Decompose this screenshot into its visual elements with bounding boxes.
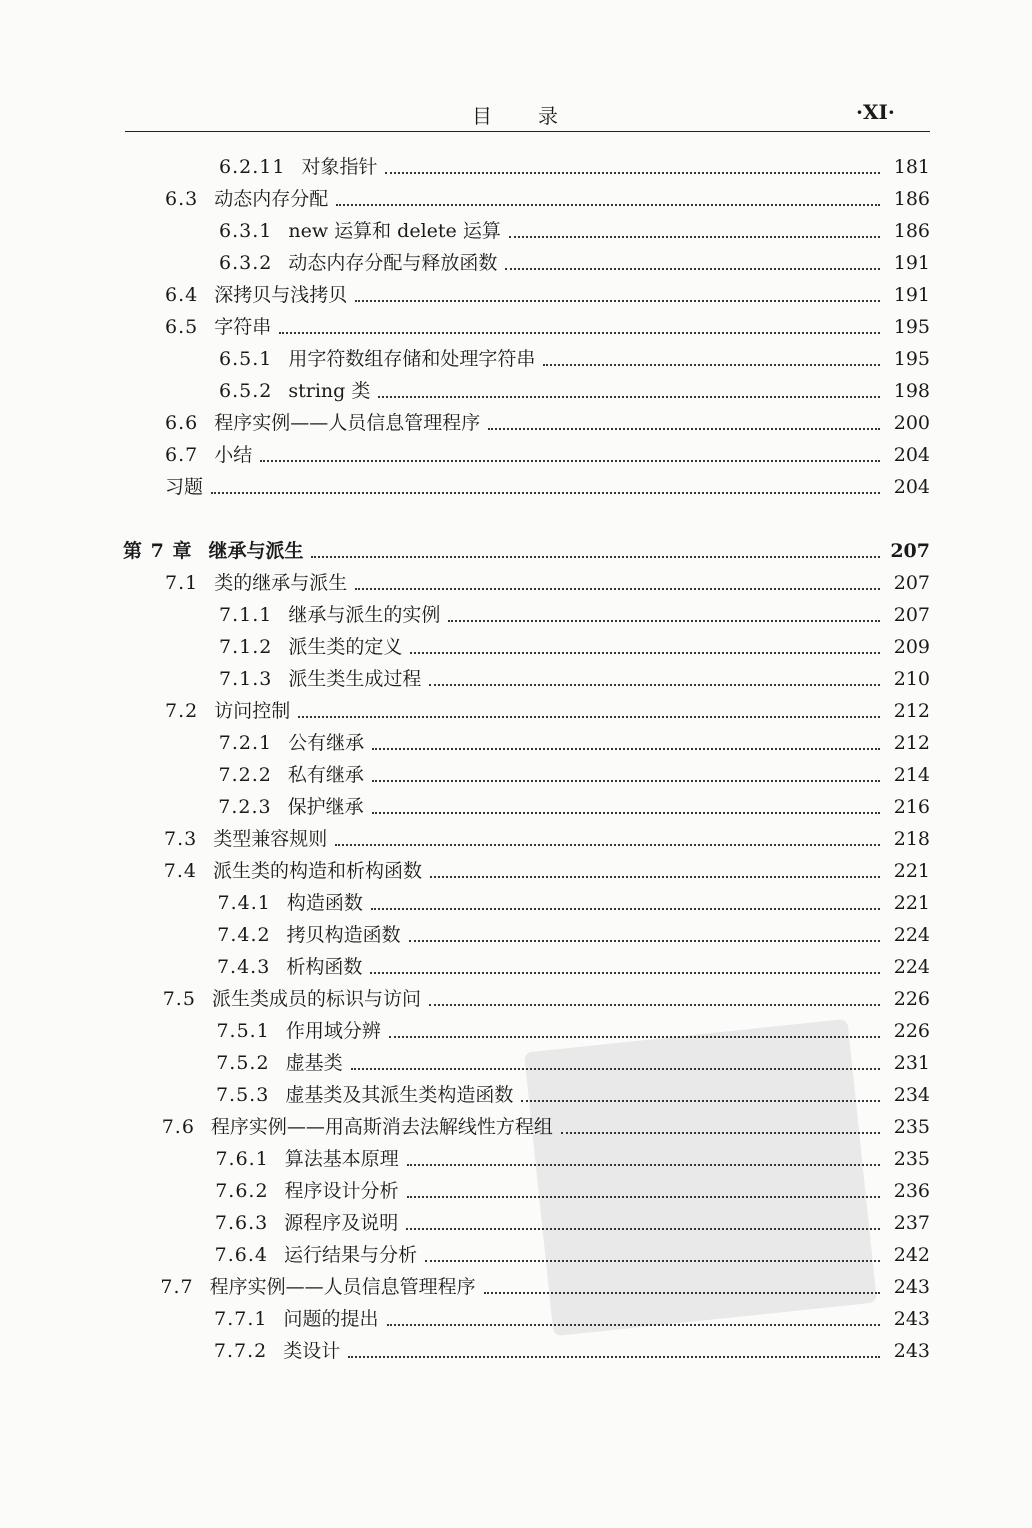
toc-number: 7.4.2 [217, 924, 271, 946]
dot-leader [378, 395, 880, 398]
dot-leader [260, 459, 880, 462]
toc-row [0, 984, 1032, 1014]
dot-leader [311, 555, 880, 558]
toc-title: 私有继承 [287, 764, 364, 786]
dot-leader [521, 1099, 880, 1102]
toc-row [0, 152, 1032, 182]
dot-leader [407, 1195, 880, 1198]
toc-row [0, 440, 1032, 470]
toc-title: 对象指针 [301, 156, 378, 178]
toc-page-number: 212 [893, 732, 930, 754]
dot-leader [372, 811, 880, 814]
toc-page-number: 236 [893, 1180, 930, 1202]
toc-page-number: 204 [893, 476, 930, 498]
dot-leader [336, 203, 880, 206]
toc-row [0, 1272, 1032, 1302]
toc-row [0, 1304, 1032, 1334]
toc-page-number: 204 [893, 444, 930, 466]
toc-title: 类的继承与派生 [214, 572, 348, 594]
toc-title: 算法基本原理 [284, 1148, 399, 1170]
dot-leader [448, 619, 880, 622]
dot-leader [429, 1003, 880, 1006]
toc-title: 字符串 [214, 316, 272, 338]
toc-number: 7.2.1 [218, 732, 273, 754]
dot-leader [429, 683, 880, 686]
toc-title: 小结 [214, 444, 253, 466]
toc-page-number: 226 [893, 1020, 930, 1042]
dot-leader [509, 235, 880, 238]
toc-page-number: 195 [893, 348, 930, 370]
toc-number: 7.1 [165, 572, 199, 594]
dot-leader [488, 427, 880, 430]
toc-page-number: 226 [893, 988, 930, 1010]
toc-page-number: 186 [893, 188, 930, 210]
toc-number: 7.2.2 [218, 764, 272, 786]
dot-leader [355, 299, 880, 302]
dot-leader [543, 363, 880, 366]
toc-page-number: 243 [893, 1276, 930, 1298]
toc-row [0, 344, 1032, 374]
toc-number: 7.6 [161, 1116, 195, 1138]
toc-number: 6.5.1 [219, 348, 273, 370]
toc-title: 源程序及说明 [284, 1212, 399, 1234]
toc-title: 虚基类及其派生类构造函数 [285, 1084, 514, 1106]
toc-row [0, 1144, 1032, 1174]
dot-leader [409, 939, 880, 942]
toc-number: 7.1.3 [219, 668, 273, 690]
toc-title: 程序实例——人员信息管理程序 [214, 412, 481, 434]
dot-leader [425, 1259, 880, 1262]
toc-title: 派生类生成过程 [288, 668, 422, 690]
toc-title: 访问控制 [214, 700, 291, 722]
toc-page-number: 224 [893, 924, 930, 946]
toc-page-number: 191 [893, 252, 930, 274]
toc-title: 析构函数 [286, 956, 363, 978]
dot-leader [355, 587, 880, 590]
toc-page-number: 237 [893, 1212, 930, 1234]
toc-title: 类型兼容规则 [213, 828, 328, 850]
toc-page-number: 235 [893, 1116, 930, 1138]
dot-leader [348, 1355, 880, 1358]
toc-number: 6.3 [165, 188, 199, 210]
dot-leader [430, 875, 880, 878]
toc-page-number: 214 [893, 764, 930, 786]
toc-row [0, 1336, 1032, 1366]
toc-page-number: 224 [893, 956, 930, 978]
toc-title: 类设计 [283, 1340, 341, 1362]
toc-row [0, 920, 1032, 950]
toc-page-number: 207 [893, 604, 930, 626]
dot-leader [298, 715, 880, 718]
toc-title: 虚基类 [285, 1052, 343, 1074]
toc-row [0, 312, 1032, 342]
dot-leader [335, 843, 880, 846]
toc-row [0, 664, 1032, 694]
toc-title: 程序设计分析 [284, 1180, 399, 1202]
toc-row [0, 216, 1032, 246]
toc-row [0, 632, 1032, 662]
toc-number: 第 7 章 [123, 540, 193, 562]
toc-title: 作用域分辨 [285, 1020, 381, 1042]
toc-title: 运行结果与分析 [284, 1244, 418, 1266]
dot-leader [484, 1291, 880, 1294]
toc-title: 拷贝构造函数 [286, 924, 401, 946]
toc-title: 问题的提出 [283, 1308, 379, 1330]
toc-title: 派生类成员的标识与访问 [211, 988, 421, 1010]
dot-leader [351, 1067, 880, 1070]
toc-row [0, 1240, 1032, 1270]
toc-row [0, 184, 1032, 214]
toc-number: 7.1.1 [219, 604, 273, 626]
toc-row [0, 760, 1032, 790]
toc-number: 7.5.2 [216, 1052, 270, 1074]
toc-page-number: 218 [893, 828, 930, 850]
dot-leader [372, 779, 880, 782]
toc-title: 深拷贝与浅拷贝 [214, 284, 348, 306]
dot-leader [371, 907, 880, 910]
toc-number: 7.6.3 [214, 1212, 269, 1234]
toc-page-number: 210 [893, 668, 930, 690]
dot-leader [389, 1035, 880, 1038]
page-title: 目 录 [472, 104, 560, 128]
toc-title: 程序实例——用高斯消去法解线性方程组 [210, 1116, 553, 1138]
toc-number: 7.5.1 [216, 1020, 270, 1042]
toc-number: 7.2 [165, 700, 199, 722]
toc-row [0, 728, 1032, 758]
toc-page-number: 186 [893, 220, 930, 242]
toc-page-number: 181 [893, 156, 930, 178]
toc-page-number: 191 [893, 284, 930, 306]
toc-number: 6.5.2 [219, 380, 273, 402]
toc-number: 7.1.2 [219, 636, 273, 658]
toc-title: 动态内存分配与释放函数 [288, 252, 498, 274]
toc-number: 6.2.11 [219, 156, 286, 178]
dot-leader [372, 747, 880, 750]
toc-row [0, 472, 1032, 502]
toc-title: 习题 [165, 476, 204, 498]
toc-row [0, 248, 1032, 278]
toc-number: 7.3 [164, 828, 198, 850]
toc-number: 7.4.3 [216, 956, 271, 978]
toc-page-number: 209 [893, 636, 930, 658]
toc-page-number: 231 [893, 1052, 930, 1074]
toc-number: 7.7.2 [213, 1340, 268, 1362]
toc-number: 6.4 [165, 284, 199, 306]
dot-leader [406, 1227, 880, 1230]
toc-title: 继承与派生 [208, 540, 304, 562]
toc-row [0, 1208, 1032, 1238]
toc-row [0, 280, 1032, 310]
dot-leader [505, 267, 880, 270]
dot-leader [387, 1323, 880, 1326]
toc-number: 6.7 [165, 444, 199, 466]
toc-number: 7.2.3 [218, 796, 272, 818]
toc-row [0, 952, 1032, 982]
toc-page-number: 243 [893, 1308, 930, 1330]
toc-row [0, 824, 1032, 854]
toc-row [0, 792, 1032, 822]
toc-number: 7.7 [160, 1276, 194, 1298]
toc-page-number: 200 [893, 412, 930, 434]
toc-chapter-row [0, 536, 1032, 566]
toc-row [0, 1176, 1032, 1206]
toc-row [0, 408, 1032, 438]
toc-number: 7.6.4 [214, 1244, 269, 1266]
toc-number: 7.7.1 [214, 1308, 268, 1330]
toc-title: 继承与派生的实例 [288, 604, 441, 626]
toc-number: 7.6.2 [215, 1180, 269, 1202]
toc-title: string 类 [288, 380, 371, 402]
dot-leader [410, 651, 880, 654]
toc-page-number: 235 [893, 1148, 930, 1170]
toc-title: new 运算和 delete 运算 [288, 220, 501, 242]
dot-leader [279, 331, 880, 334]
toc-row [0, 1016, 1032, 1046]
toc-page-number: 221 [893, 860, 930, 882]
toc-title: 程序实例——人员信息管理程序 [209, 1276, 476, 1298]
toc-title: 保护继承 [287, 796, 364, 818]
toc-row [0, 568, 1032, 598]
toc-row [0, 888, 1032, 918]
toc-title: 构造函数 [286, 892, 363, 914]
page-number: ·XI· [856, 100, 895, 124]
toc-page-number: 195 [893, 316, 930, 338]
toc-page-number: 243 [893, 1340, 930, 1362]
toc-number: 7.5 [162, 988, 196, 1010]
dot-leader [370, 971, 880, 974]
toc-row [0, 696, 1032, 726]
toc-number: 7.4.1 [217, 892, 271, 914]
toc-title: 派生类的构造和析构函数 [212, 860, 422, 882]
toc-title: 派生类的定义 [288, 636, 403, 658]
toc-row [0, 376, 1032, 406]
toc-row [0, 1112, 1032, 1142]
toc-number: 7.5.3 [215, 1084, 270, 1106]
dot-leader [385, 171, 880, 174]
header-rule [125, 131, 930, 132]
toc-page-number: 234 [893, 1084, 930, 1106]
toc-page-number: 216 [893, 796, 930, 818]
toc-page-number: 212 [893, 700, 930, 722]
dot-leader [211, 491, 880, 494]
toc-row [0, 600, 1032, 630]
toc-number: 7.4 [163, 860, 197, 882]
toc-page-number: 207 [890, 540, 930, 562]
dot-leader [407, 1163, 880, 1166]
toc-number: 6.5 [165, 316, 199, 338]
toc-row [0, 1080, 1032, 1110]
toc-title: 动态内存分配 [214, 188, 329, 210]
toc-page-number: 198 [893, 380, 930, 402]
toc-title: 公有继承 [288, 732, 365, 754]
toc-row [0, 856, 1032, 886]
toc-page-number: 207 [893, 572, 930, 594]
dot-leader [561, 1131, 880, 1134]
toc-number: 6.6 [165, 412, 199, 434]
toc-row [0, 1048, 1032, 1078]
toc-title: 用字符数组存储和处理字符串 [288, 348, 536, 370]
toc-number: 6.3.1 [219, 220, 273, 242]
toc-number: 7.6.1 [215, 1148, 269, 1170]
toc-number: 6.3.2 [219, 252, 273, 274]
toc-page-number: 242 [893, 1244, 930, 1266]
toc-page-number: 221 [893, 892, 930, 914]
